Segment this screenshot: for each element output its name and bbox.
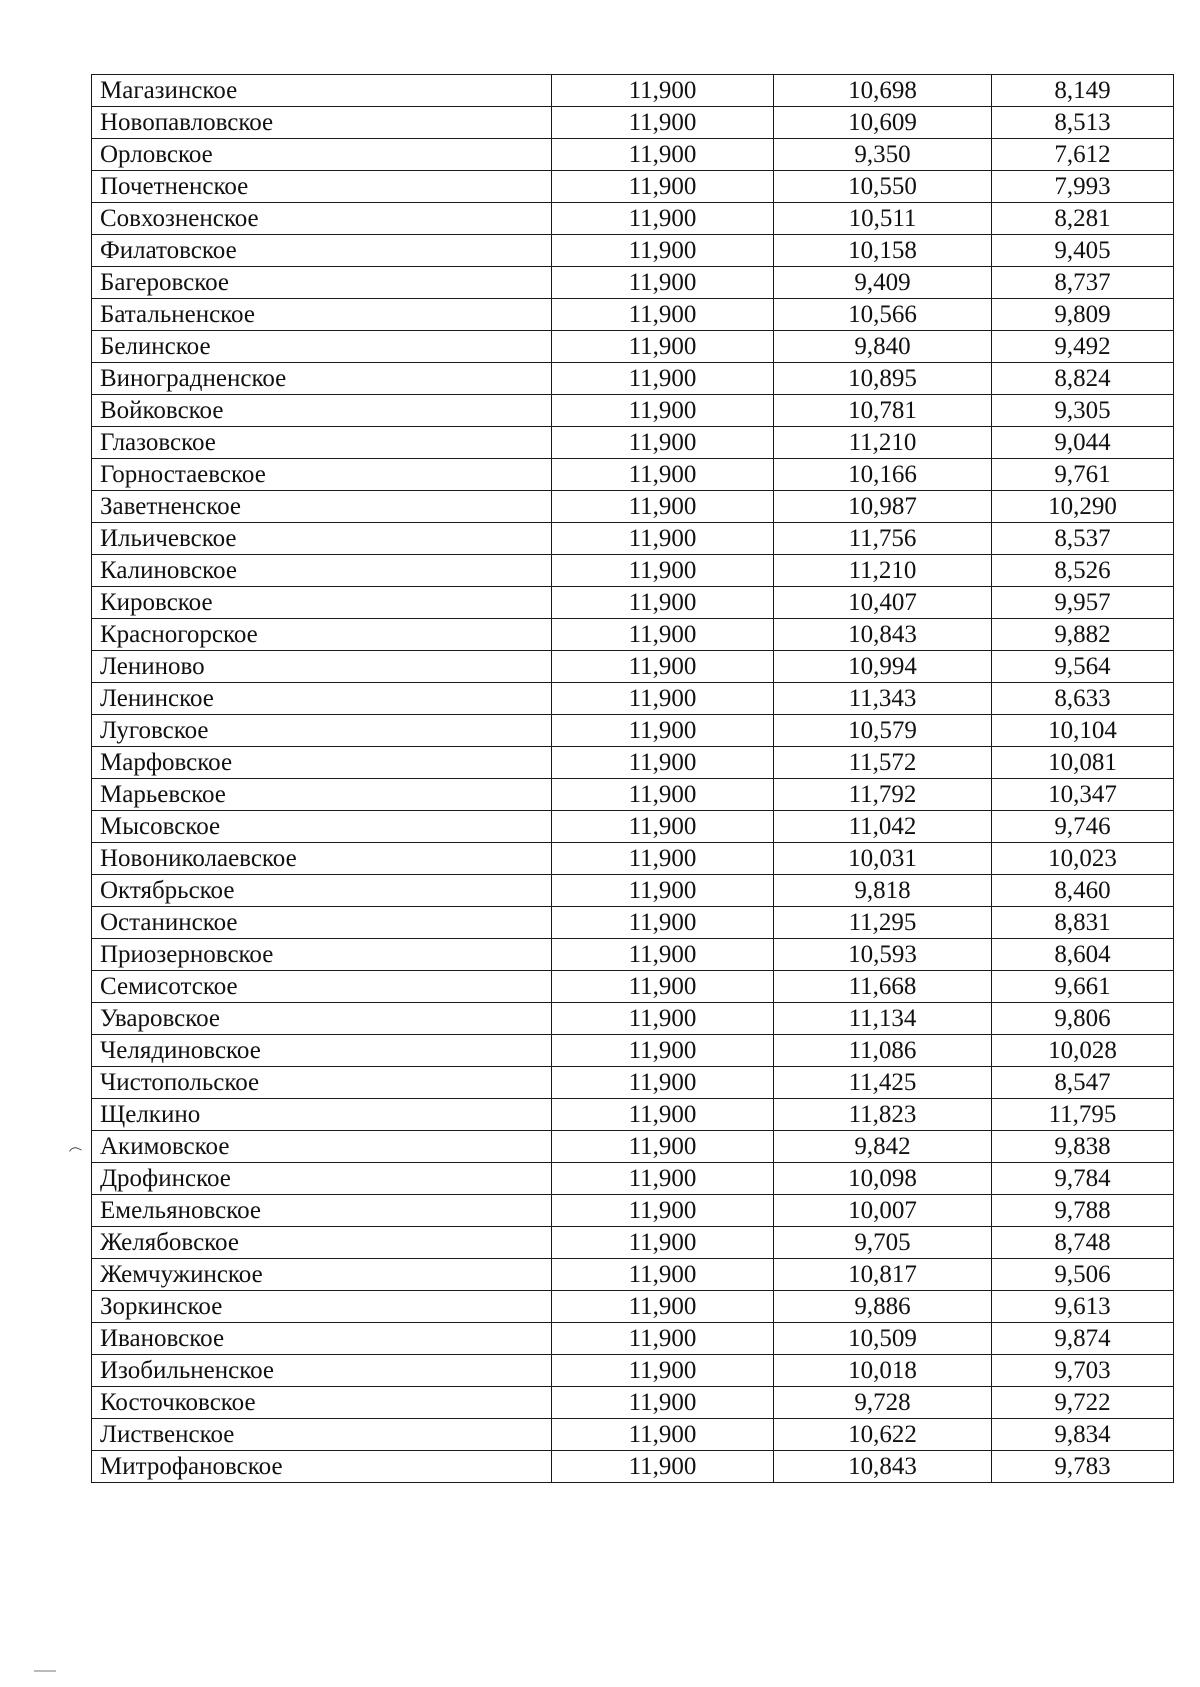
table-row: [92, 299, 1174, 331]
value-2-cell: 9,350: [774, 139, 992, 171]
table-row: [92, 1067, 1174, 1099]
value-3-cell: 9,405: [992, 235, 1174, 267]
table-row: [92, 683, 1174, 715]
table-row: [92, 1003, 1174, 1035]
value-3-cell: 8,831: [992, 907, 1174, 939]
value-2-cell: 11,756: [774, 523, 992, 555]
settlement-name-cell: Челядиновское: [92, 1035, 552, 1067]
value-3-cell: 9,834: [992, 1419, 1174, 1451]
settlement-name-cell: Багеровское: [92, 267, 552, 299]
table-row: [92, 1131, 1174, 1163]
settlement-name-cell: Октябрьское: [92, 875, 552, 907]
value-1-cell: 11,900: [552, 843, 774, 875]
settlement-name-cell: Приозерновское: [92, 939, 552, 971]
value-1-cell: 11,900: [552, 1451, 774, 1483]
value-1-cell: 11,900: [552, 107, 774, 139]
value-1-cell: 11,900: [552, 1003, 774, 1035]
value-1-cell: 11,900: [552, 907, 774, 939]
value-2-cell: 11,572: [774, 747, 992, 779]
settlement-name-cell: Виноградненское: [92, 363, 552, 395]
value-2-cell: 11,134: [774, 1003, 992, 1035]
table-row: [92, 1163, 1174, 1195]
table-row: [92, 75, 1174, 107]
table-row: [92, 459, 1174, 491]
value-2-cell: 10,817: [774, 1259, 992, 1291]
settlement-name-cell: Емельяновское: [92, 1195, 552, 1227]
value-3-cell: 9,492: [992, 331, 1174, 363]
value-2-cell: 9,818: [774, 875, 992, 907]
value-3-cell: 10,104: [992, 715, 1174, 747]
value-2-cell: 11,210: [774, 427, 992, 459]
value-2-cell: 11,823: [774, 1099, 992, 1131]
value-3-cell: 9,305: [992, 395, 1174, 427]
settlement-name-cell: Лениново: [92, 651, 552, 683]
value-2-cell: 10,511: [774, 203, 992, 235]
value-3-cell: 9,044: [992, 427, 1174, 459]
value-3-cell: 8,513: [992, 107, 1174, 139]
table-row: [92, 395, 1174, 427]
value-2-cell: 11,210: [774, 555, 992, 587]
value-1-cell: 11,900: [552, 331, 774, 363]
scan-artifact: [34, 1670, 56, 1672]
value-3-cell: 8,281: [992, 203, 1174, 235]
value-3-cell: 8,149: [992, 75, 1174, 107]
settlement-name-cell: Дрофинское: [92, 1163, 552, 1195]
value-3-cell: 10,023: [992, 843, 1174, 875]
value-1-cell: 11,900: [552, 1419, 774, 1451]
table-row: [92, 267, 1174, 299]
table-row: [92, 1451, 1174, 1483]
value-3-cell: 10,028: [992, 1035, 1174, 1067]
value-3-cell: 10,290: [992, 491, 1174, 523]
value-3-cell: 9,809: [992, 299, 1174, 331]
value-1-cell: 11,900: [552, 427, 774, 459]
value-3-cell: 8,604: [992, 939, 1174, 971]
value-2-cell: 10,007: [774, 1195, 992, 1227]
value-1-cell: 11,900: [552, 1099, 774, 1131]
value-2-cell: 10,166: [774, 459, 992, 491]
value-2-cell: 10,843: [774, 1451, 992, 1483]
value-3-cell: 9,882: [992, 619, 1174, 651]
value-3-cell: 9,722: [992, 1387, 1174, 1419]
settlement-name-cell: Изобильненское: [92, 1355, 552, 1387]
value-3-cell: 8,737: [992, 267, 1174, 299]
value-3-cell: 9,613: [992, 1291, 1174, 1323]
value-2-cell: 10,509: [774, 1323, 992, 1355]
value-2-cell: 10,987: [774, 491, 992, 523]
settlement-name-cell: Батальненское: [92, 299, 552, 331]
table-row: [92, 779, 1174, 811]
value-2-cell: 10,781: [774, 395, 992, 427]
settlement-name-cell: Щелкино: [92, 1099, 552, 1131]
margin-pen-mark: [69, 1145, 82, 1156]
value-3-cell: 9,838: [992, 1131, 1174, 1163]
value-2-cell: 9,728: [774, 1387, 992, 1419]
table-row: [92, 331, 1174, 363]
settlement-name-cell: Марфовское: [92, 747, 552, 779]
settlement-name-cell: Митрофановское: [92, 1451, 552, 1483]
value-1-cell: 11,900: [552, 747, 774, 779]
table-row: [92, 107, 1174, 139]
table-row: [92, 1227, 1174, 1259]
settlement-name-cell: Совхозненское: [92, 203, 552, 235]
value-1-cell: 11,900: [552, 683, 774, 715]
data-table: [91, 74, 1174, 1483]
table-row: [92, 715, 1174, 747]
settlement-name-cell: Калиновское: [92, 555, 552, 587]
value-2-cell: 9,705: [774, 1227, 992, 1259]
table-row: [92, 1259, 1174, 1291]
table-row: [92, 1195, 1174, 1227]
settlement-name-cell: Желябовское: [92, 1227, 552, 1259]
value-1-cell: 11,900: [552, 1131, 774, 1163]
table-row: [92, 939, 1174, 971]
settlement-name-cell: Зоркинское: [92, 1291, 552, 1323]
table-row: [92, 747, 1174, 779]
value-2-cell: 11,425: [774, 1067, 992, 1099]
table-row: [92, 875, 1174, 907]
table-row: [92, 427, 1174, 459]
settlement-name-cell: Глазовское: [92, 427, 552, 459]
value-2-cell: 10,579: [774, 715, 992, 747]
value-1-cell: 11,900: [552, 1323, 774, 1355]
value-3-cell: 8,547: [992, 1067, 1174, 1099]
value-1-cell: 11,900: [552, 267, 774, 299]
table-row: [92, 1035, 1174, 1067]
value-2-cell: 9,840: [774, 331, 992, 363]
value-2-cell: 10,550: [774, 171, 992, 203]
value-1-cell: 11,900: [552, 779, 774, 811]
value-2-cell: 9,886: [774, 1291, 992, 1323]
value-1-cell: 11,900: [552, 651, 774, 683]
value-3-cell: 7,993: [992, 171, 1174, 203]
settlement-name-cell: Ленинское: [92, 683, 552, 715]
settlement-name-cell: Ильичевское: [92, 523, 552, 555]
table-row: [92, 491, 1174, 523]
value-1-cell: 11,900: [552, 75, 774, 107]
value-3-cell: 11,795: [992, 1099, 1174, 1131]
value-3-cell: 8,537: [992, 523, 1174, 555]
value-3-cell: 7,612: [992, 139, 1174, 171]
value-2-cell: 11,343: [774, 683, 992, 715]
settlement-name-cell: Останинское: [92, 907, 552, 939]
value-1-cell: 11,900: [552, 1259, 774, 1291]
value-2-cell: 11,042: [774, 811, 992, 843]
value-3-cell: 9,783: [992, 1451, 1174, 1483]
value-2-cell: 10,994: [774, 651, 992, 683]
value-3-cell: 8,526: [992, 555, 1174, 587]
value-1-cell: 11,900: [552, 395, 774, 427]
table-row: [92, 1387, 1174, 1419]
settlement-name-cell: Лиственское: [92, 1419, 552, 1451]
table-row: [92, 171, 1174, 203]
value-1-cell: 11,900: [552, 363, 774, 395]
value-3-cell: 8,460: [992, 875, 1174, 907]
value-1-cell: 11,900: [552, 203, 774, 235]
value-1-cell: 11,900: [552, 1291, 774, 1323]
settlement-name-cell: Заветненское: [92, 491, 552, 523]
value-1-cell: 11,900: [552, 1227, 774, 1259]
value-1-cell: 11,900: [552, 619, 774, 651]
value-3-cell: 10,081: [992, 747, 1174, 779]
settlement-name-cell: Уваровское: [92, 1003, 552, 1035]
settlement-name-cell: Войковское: [92, 395, 552, 427]
value-3-cell: 9,661: [992, 971, 1174, 1003]
value-1-cell: 11,900: [552, 939, 774, 971]
table-row: [92, 1355, 1174, 1387]
table-row: [92, 811, 1174, 843]
value-2-cell: 9,842: [774, 1131, 992, 1163]
value-1-cell: 11,900: [552, 715, 774, 747]
value-2-cell: 10,031: [774, 843, 992, 875]
table-row: [92, 235, 1174, 267]
value-3-cell: 8,633: [992, 683, 1174, 715]
value-2-cell: 10,622: [774, 1419, 992, 1451]
table-row: [92, 139, 1174, 171]
value-2-cell: 10,018: [774, 1355, 992, 1387]
table-row: [92, 843, 1174, 875]
value-2-cell: 11,668: [774, 971, 992, 1003]
value-3-cell: 8,824: [992, 363, 1174, 395]
value-1-cell: 11,900: [552, 555, 774, 587]
value-2-cell: 11,086: [774, 1035, 992, 1067]
value-1-cell: 11,900: [552, 1067, 774, 1099]
value-3-cell: 9,957: [992, 587, 1174, 619]
settlement-name-cell: Новопавловское: [92, 107, 552, 139]
value-1-cell: 11,900: [552, 459, 774, 491]
value-1-cell: 11,900: [552, 139, 774, 171]
value-2-cell: 10,843: [774, 619, 992, 651]
value-3-cell: 9,564: [992, 651, 1174, 683]
value-1-cell: 11,900: [552, 971, 774, 1003]
table-row: [92, 1099, 1174, 1131]
value-1-cell: 11,900: [552, 1195, 774, 1227]
settlement-name-cell: Орловское: [92, 139, 552, 171]
settlement-name-cell: Жемчужинское: [92, 1259, 552, 1291]
value-2-cell: 10,609: [774, 107, 992, 139]
value-2-cell: 10,593: [774, 939, 992, 971]
value-1-cell: 11,900: [552, 171, 774, 203]
value-1-cell: 11,900: [552, 235, 774, 267]
value-1-cell: 11,900: [552, 299, 774, 331]
value-3-cell: 9,703: [992, 1355, 1174, 1387]
value-3-cell: 9,761: [992, 459, 1174, 491]
value-1-cell: 11,900: [552, 875, 774, 907]
value-1-cell: 11,900: [552, 1163, 774, 1195]
value-1-cell: 11,900: [552, 587, 774, 619]
value-1-cell: 11,900: [552, 491, 774, 523]
value-1-cell: 11,900: [552, 811, 774, 843]
value-2-cell: 10,098: [774, 1163, 992, 1195]
settlement-name-cell: Красногорское: [92, 619, 552, 651]
value-3-cell: 9,788: [992, 1195, 1174, 1227]
table-row: [92, 555, 1174, 587]
value-1-cell: 11,900: [552, 1035, 774, 1067]
table-row: [92, 587, 1174, 619]
value-2-cell: 10,698: [774, 75, 992, 107]
settlement-name-cell: Луговское: [92, 715, 552, 747]
table-row: [92, 651, 1174, 683]
table-row: [92, 971, 1174, 1003]
value-2-cell: 9,409: [774, 267, 992, 299]
table-row: [92, 619, 1174, 651]
value-2-cell: 11,295: [774, 907, 992, 939]
settlement-name-cell: Кировское: [92, 587, 552, 619]
value-2-cell: 10,566: [774, 299, 992, 331]
value-3-cell: 9,874: [992, 1323, 1174, 1355]
value-3-cell: 9,784: [992, 1163, 1174, 1195]
settlement-name-cell: Косточковское: [92, 1387, 552, 1419]
settlement-name-cell: Акимовское: [92, 1131, 552, 1163]
table-row: [92, 907, 1174, 939]
value-3-cell: 8,748: [992, 1227, 1174, 1259]
value-3-cell: 9,746: [992, 811, 1174, 843]
settlement-name-cell: Семисотское: [92, 971, 552, 1003]
table-row: [92, 363, 1174, 395]
settlement-name-cell: Магазинское: [92, 75, 552, 107]
value-2-cell: 10,158: [774, 235, 992, 267]
value-1-cell: 11,900: [552, 1355, 774, 1387]
table-body: [92, 75, 1174, 1483]
value-3-cell: 10,347: [992, 779, 1174, 811]
value-2-cell: 10,895: [774, 363, 992, 395]
value-3-cell: 9,806: [992, 1003, 1174, 1035]
settlement-name-cell: Горностаевское: [92, 459, 552, 491]
value-1-cell: 11,900: [552, 1387, 774, 1419]
value-1-cell: 11,900: [552, 523, 774, 555]
table-row: [92, 1323, 1174, 1355]
settlement-name-cell: Ивановское: [92, 1323, 552, 1355]
settlement-name-cell: Филатовское: [92, 235, 552, 267]
value-2-cell: 10,407: [774, 587, 992, 619]
settlement-name-cell: Чистопольское: [92, 1067, 552, 1099]
settlement-name-cell: Марьевское: [92, 779, 552, 811]
table-row: [92, 1419, 1174, 1451]
table-row: [92, 203, 1174, 235]
settlement-name-cell: Новониколаевское: [92, 843, 552, 875]
table-row: [92, 523, 1174, 555]
value-2-cell: 11,792: [774, 779, 992, 811]
settlement-name-cell: Почетненское: [92, 171, 552, 203]
settlement-name-cell: Мысовское: [92, 811, 552, 843]
settlement-name-cell: Белинское: [92, 331, 552, 363]
value-3-cell: 9,506: [992, 1259, 1174, 1291]
table-row: [92, 1291, 1174, 1323]
